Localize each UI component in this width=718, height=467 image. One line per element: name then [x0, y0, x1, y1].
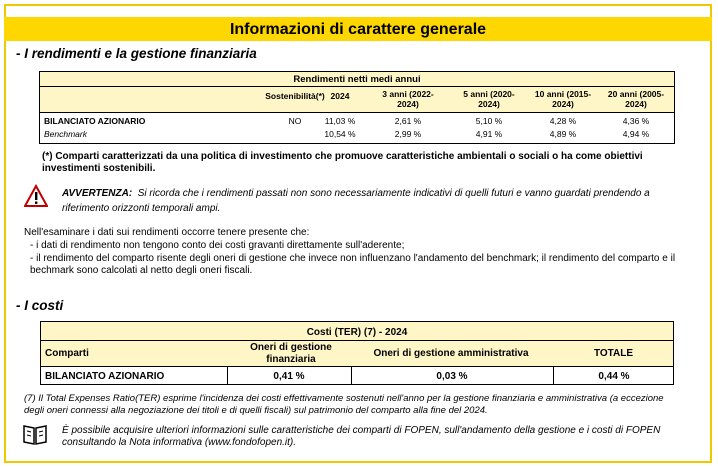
ter-footnote: (7) Il Total Expenses Ratio(TER) esprime l'incidenza dei costi effettivamente sostenuti nell'anno per la gestione finanziaria e amministrativa (a eccezione degli oneri connessi alla negoziazione dei titoli e di quelli fiscali) sul patrimonio del comparto alla fine del 2024. — [24, 393, 664, 416]
row-benchmark-2024: 10,54 % — [324, 129, 356, 139]
row-benchmark-3y: 2,99 % — [394, 129, 422, 139]
col-3anni: 3 anni (2022-2024) — [382, 89, 434, 109]
book-icon — [22, 422, 48, 446]
costs-col-adm: Oneri di gestione amministrativa — [373, 348, 529, 359]
row-benchmark-10y: 4,89 % — [549, 129, 577, 139]
section-title-costs: - I costi — [16, 298, 64, 313]
col-sostenibilita: Sostenibilità(*) — [265, 91, 325, 101]
row-bilanciato-10y: 4,28 % — [549, 116, 577, 126]
costs-row-name: BILANCIATO AZIONARIO — [45, 371, 165, 382]
row-bilanciato-sost: NO — [288, 116, 302, 126]
notes-item-1: - i dati di rendimento non tengono conto dei costi gravanti direttamente sull'aderente; — [30, 240, 405, 251]
col-20anni: 20 anni (2005-2024) — [607, 89, 665, 109]
returns-table-caption: Rendimenti netti medi annui — [293, 74, 421, 85]
costs-table-caption: Costi (TER) (7) - 2024 — [306, 327, 408, 338]
notes-item-2: - il rendimento del comparto risente degli oneri di gestione che invece non influenzano l'andamento del benchmark; il rendimento del comparto e il bechmark sono calcolati al netto degli oneri fiscali. — [30, 253, 676, 276]
row-benchmark-5y: 4,91 % — [475, 129, 503, 139]
row-bilanciato-3y: 2,61 % — [394, 116, 422, 126]
esg-footnote: (*) Comparti caratterizzati da una politica di investimento che promuove caratteristiche ambientali o sociali o ha come obiettivi investimenti sostenibili. — [42, 151, 643, 174]
section-title-returns: - I rendimenti e la gestione finanziaria — [16, 46, 257, 61]
info-text: È possibile acquisire ulteriori informazioni sulle caratteristiche dei comparti di FOPEN, sull'andamento della gestione e i costi di FOPEN consultando la Nota informativa (www.fondofopen.it). — [62, 425, 661, 448]
costs-col-comparti: Comparti — [45, 348, 89, 359]
costs-row-fin: 0,41 % — [273, 371, 305, 382]
col-5anni: 5 anni (2020-2024) — [463, 89, 515, 109]
warning-text — [62, 186, 662, 216]
costs-row-adm: 0,03 % — [436, 371, 468, 382]
costs-row-tot: 0,44 % — [598, 371, 630, 382]
row-bilanciato-2024: 11,03 % — [324, 116, 356, 126]
row-benchmark-name: Benchmark — [44, 129, 87, 139]
col-2024: 2024 — [330, 91, 350, 101]
row-benchmark-20y: 4,94 % — [622, 129, 650, 139]
warning-label: AVVERTENZA: — [62, 188, 133, 199]
warning-body: Si ricorda che i rendimenti passati non sono necessariamente indicativi di quelli futuri e vanno guardati prendendo a riferimento orizzonti temporali ampi. — [62, 188, 650, 214]
costs-col-fin: Oneri di gestione finanziaria — [250, 342, 332, 365]
page-title: Informazioni di carattere generale — [4, 17, 712, 41]
returns-table — [39, 71, 675, 144]
col-10anni: 10 anni (2015-2024) — [534, 89, 592, 109]
row-bilanciato-5y: 5,10 % — [475, 116, 503, 126]
costs-table — [40, 321, 674, 385]
row-bilanciato-20y: 4,36 % — [622, 116, 650, 126]
row-bilanciato-name: BILANCIATO AZIONARIO — [44, 116, 146, 126]
warning-icon — [24, 184, 48, 208]
notes-intro: Nell'esaminare i dati sui rendimenti occorre tenere presente che: — [24, 227, 310, 238]
costs-col-tot: TOTALE — [593, 348, 634, 359]
